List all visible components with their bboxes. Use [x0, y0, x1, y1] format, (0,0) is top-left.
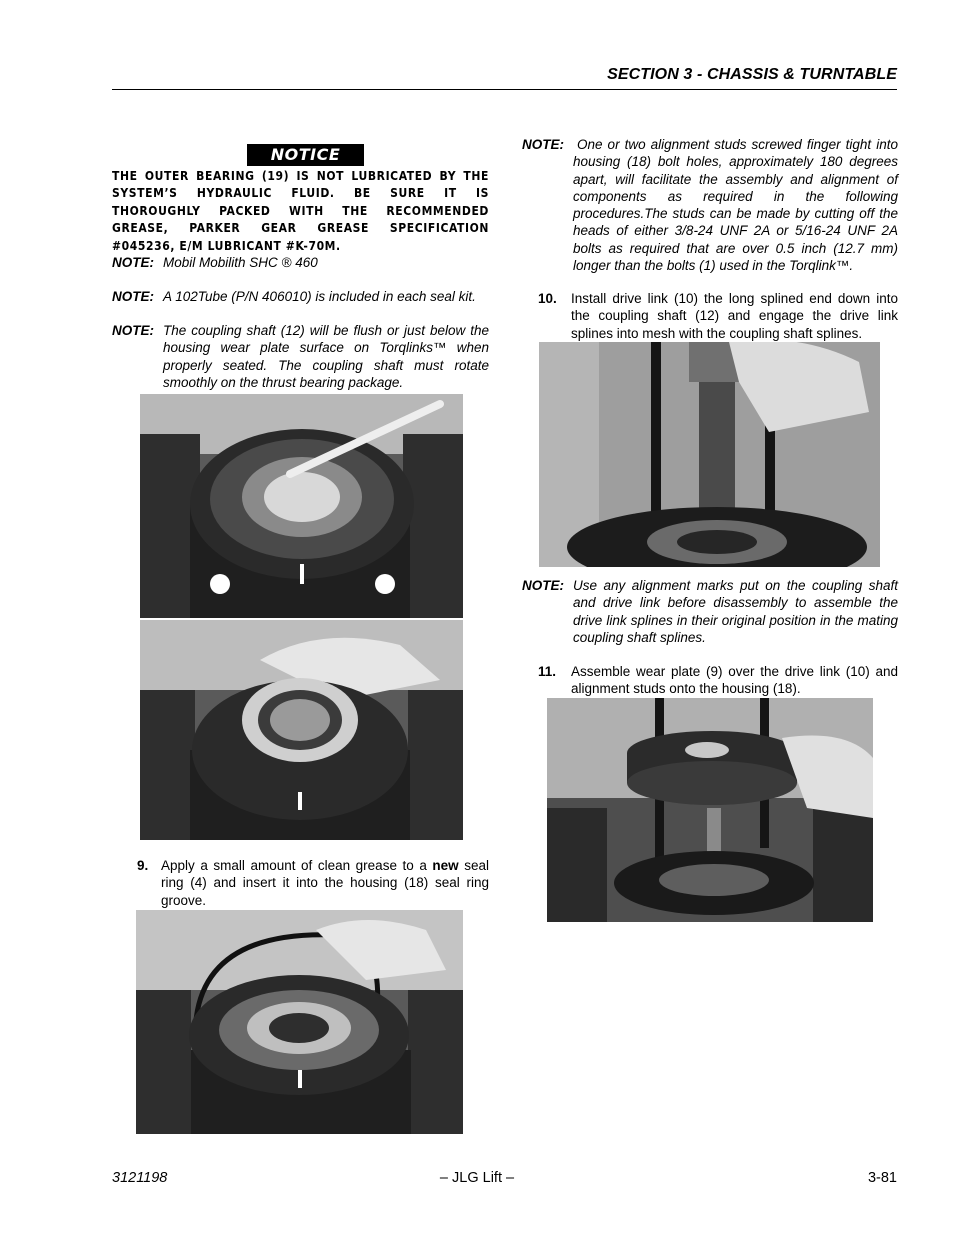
note-text: Mobil Mobilith SHC ® 460	[163, 255, 318, 270]
step-10	[538, 290, 898, 342]
step-11	[538, 663, 898, 698]
note-text: The coupling shaft (12) will be flush or just below the housing wear plate surface on Torqlinks™ when properly seated. The coupling shaft must rotate smoothly on the thrust bearing package.	[163, 323, 489, 390]
note-label: NOTE:	[112, 323, 154, 338]
section-title: SECTION 3 - CHASSIS & TURNTABLE	[607, 66, 897, 83]
note-label: NOTE:	[522, 137, 564, 152]
footer-page-number: 3-81	[867, 1170, 897, 1186]
footer-doc-number: 3121198	[112, 1170, 168, 1186]
step-9	[137, 857, 489, 909]
notice-badge: NOTICE	[247, 144, 364, 166]
note-lubricant	[112, 254, 489, 271]
note-alignment-studs	[522, 136, 898, 274]
photo-wear-plate-graphic	[547, 698, 873, 922]
step-number: 11.	[538, 664, 557, 679]
note-coupling-shaft	[112, 322, 489, 391]
step-number: 9.	[137, 858, 149, 873]
step-number: 10.	[538, 291, 557, 306]
photo-seal-ring	[136, 910, 463, 1134]
step-text-part: seal ring (4) and insert it into the housing (18) seal ring groove.	[161, 858, 489, 908]
note-text: One or two alignment studs screwed finger tight into housing (18) bolt holes, approximately 180 degrees apart, will facilitate the assembly and alignment of components as required in the following procedures.The studs can be made by cutting off the heads of either 3/8-24 UNF 2A or 5/16-24 UNF 2A bolts as required that are over 0.5 inch (12.7 mm) longer than the bolts (1) used in the Torqlink™.	[573, 137, 898, 274]
photo-seal-ring-graphic	[136, 910, 463, 1134]
note-text: A 102Tube (P/N 406010) is included in each seal kit.	[163, 289, 476, 304]
note-alignment-marks	[522, 577, 898, 646]
note-seal-kit	[112, 288, 489, 305]
photo-wear-plate	[547, 698, 873, 922]
photo-grease-application-graphic	[140, 394, 463, 618]
step-text-emphasis: new	[432, 858, 459, 873]
note-text: Use any alignment marks put on the coupling shaft and drive link before disassembly to assemble the drive link splines in their original position in the mating coupling shaft splines.	[573, 578, 898, 645]
photo-drive-link-graphic	[539, 342, 880, 567]
photo-grease-application	[140, 394, 463, 618]
note-label: NOTE:	[522, 578, 564, 593]
photo-bearing-installation-graphic	[140, 620, 463, 840]
notice-text: THE OUTER BEARING (19) IS NOT LUBRICATED BY THE SYSTEM’S HYDRAULIC FLUID. BE SURE IT IS THOROUGHLY PACKED WITH THE RECOMMENDED GREASE, PARKER GEAR GREASE SPECIFICATION #045236, E/M LUBRICANT #K-70M.	[112, 169, 489, 253]
step-text: Install drive link (10) the long splined end down into the coupling shaft (12) and engage the drive link splines into mesh with the coupling shaft splines.	[571, 291, 898, 341]
note-label: NOTE:	[112, 289, 154, 304]
note-label: NOTE:	[112, 255, 154, 270]
step-text-part: Apply a small amount of clean grease to a	[161, 858, 433, 873]
step-text: Assemble wear plate (9) over the drive link (10) and alignment studs onto the housing (18).	[571, 664, 898, 697]
step-text	[161, 857, 489, 909]
photo-bearing-installation	[140, 620, 463, 840]
header-rule	[112, 89, 897, 90]
photo-drive-link	[539, 342, 880, 567]
footer-center: – JLG Lift –	[439, 1170, 515, 1186]
